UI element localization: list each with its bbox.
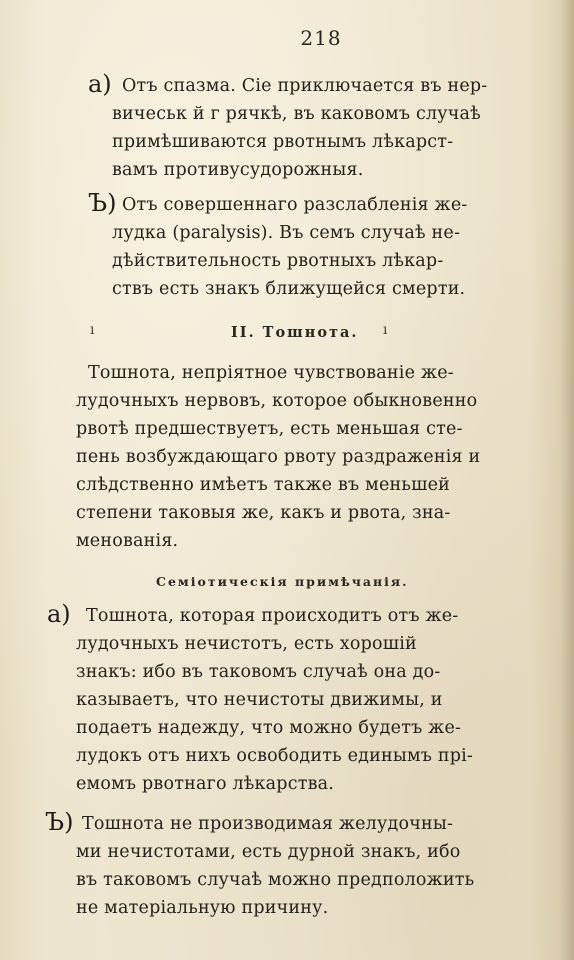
item-marker-b: Ъ) (45, 808, 74, 836)
print-mark: ı (90, 322, 95, 338)
text-line: пень возбуждающаго рвоту раздраженія и (76, 447, 481, 467)
text-line: менованія. (76, 531, 179, 551)
text-line: лудокъ отъ нихъ освободить единымъ прі- (76, 746, 474, 766)
text-line: примѣшиваются рвотнымъ лѣкарст- (112, 132, 454, 152)
text-line: лудочныхъ нервовъ, которое обыкновенно (76, 391, 478, 411)
subsection-heading: Семіотическія примѣчанія. (156, 574, 409, 589)
text-line: Тошнота не производимая желудочны- (82, 814, 454, 834)
text-line: подаетъ надежду, что можно будетъ же- (76, 718, 462, 738)
text-line: знакъ: ибо въ таковомъ случаѣ она до- (76, 662, 441, 682)
page-edge-shadow (560, 0, 574, 960)
text-line: лудочныхъ нечистотъ, есть хорошій (76, 634, 417, 654)
text-line: рвотѣ предшествуетъ, есть меньшая сте- (76, 419, 463, 439)
text-line: казываетъ, что нечистоты движимы, и (76, 690, 443, 710)
print-mark: ı (383, 322, 388, 338)
text-line: не матеріальную причину. (76, 898, 329, 918)
page-number: 218 (300, 26, 342, 50)
text-line: вичеськ й г рячкѣ, въ каковомъ случаѣ (112, 104, 481, 124)
text-line: Тошнота, которая происходитъ отъ же- (86, 606, 459, 626)
text-line: лудка (paralysis). Въ семъ случаѣ не- (112, 223, 461, 243)
text-line: ствъ есть знакъ ближущейся смерти. (112, 279, 466, 299)
item-marker-a: а) (47, 600, 71, 628)
text-line: Тошнота, непріятное чувствованіе же- (88, 363, 454, 383)
text-line: емомъ рвотнаго лѣкарства. (76, 774, 335, 794)
text-line: ми нечистотами, есть дурной знакъ, ибо (76, 842, 461, 862)
text-line: дѣйствительность рвотныхъ лѣкар- (112, 251, 444, 271)
text-line: Отъ спазма. Сіе приключается въ нер- (122, 76, 488, 96)
item-marker-a: а) (88, 70, 112, 98)
item-marker-b: Ъ) (88, 189, 117, 217)
section-heading: II. Тошнота. (231, 324, 359, 341)
text-line: вамъ противусудорожныя. (112, 160, 364, 180)
text-line: въ таковомъ случаѣ можно предположить (76, 870, 475, 890)
text-line: слѣдственно имѣетъ также въ меньшей (76, 475, 450, 495)
text-line: Отъ совершеннаго разслабленія же- (122, 195, 468, 215)
text-line: степени таковыя же, какъ и рвота, зна- (76, 503, 451, 523)
